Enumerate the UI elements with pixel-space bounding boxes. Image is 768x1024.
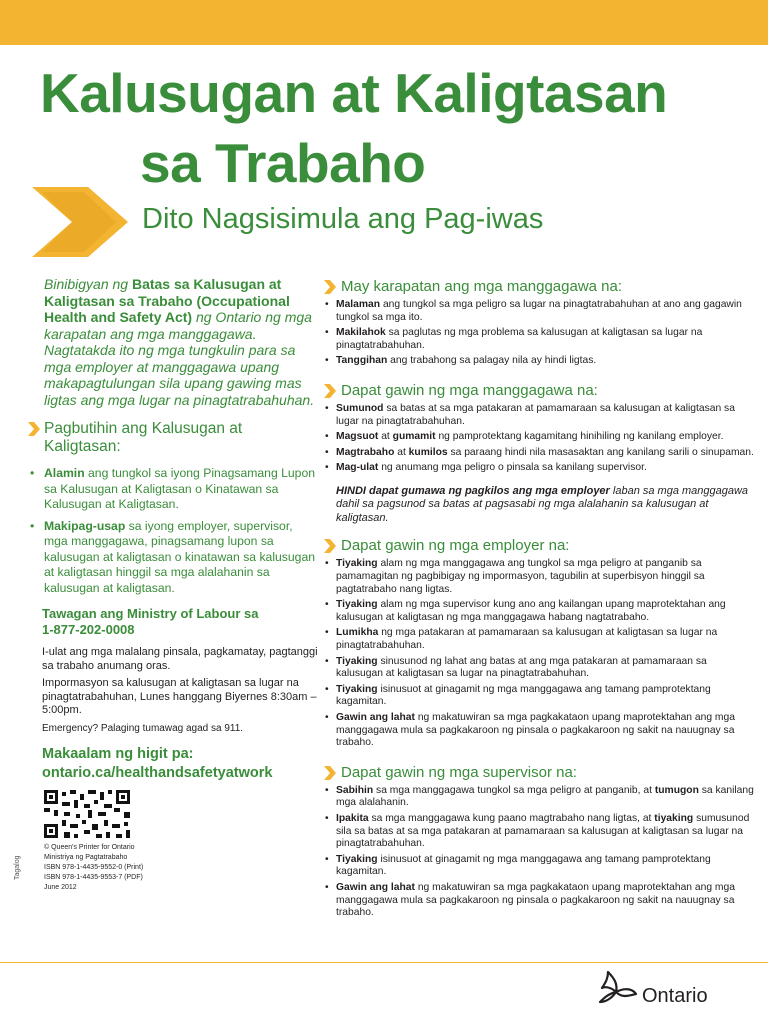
item-keyword: Makipag-usap xyxy=(44,518,126,533)
workers-heading-text: Dapat gawin ng mga manggagawa na: xyxy=(341,381,598,399)
item-text: sinusunod ng lahat ang batas at ang mga patakaran at pamamaraan sa kalusugan at kaligtasan sa lugar na pinagtatrabahuhan. xyxy=(336,655,707,680)
supervisors-heading-text: Dapat gawin ng mga supervisor na: xyxy=(341,763,577,781)
list-item xyxy=(324,627,756,652)
item-text: sumusunod sila sa batas at sa mga patakaran at pamamaraan sa kalusugan at kaligtasan sa lugar na pinagtatrabahuhan. xyxy=(336,812,750,850)
item-keyword: gumamit xyxy=(392,431,436,443)
rights-heading xyxy=(324,278,756,296)
item-keyword: Gawin ang lahat xyxy=(336,881,415,893)
qr-code-icon[interactable] xyxy=(44,790,134,840)
improve-heading-text: Pagbutihin ang Kalusugan at Kaligtasan: xyxy=(44,420,243,455)
page-subtitle: Dito Nagsisimula ang Pag-iwas xyxy=(142,203,544,235)
list-item xyxy=(324,558,756,596)
item-text: ng mga patakaran at pamamaraan sa kalusugan at kaligtasan sa lugar na pinagtatrabahuhan. xyxy=(336,627,718,651)
employers-list xyxy=(324,558,756,749)
item-text: isinusuot at ginagamit ng mga manggagawa ang tamang pamprotektang kagamitan. xyxy=(336,683,711,708)
chevron-right-icon xyxy=(28,422,40,436)
item-keyword: Sabihin xyxy=(336,784,374,796)
phone-number[interactable]: 1-877-202-0008 xyxy=(42,622,135,637)
list-item xyxy=(324,813,756,851)
contact-text-2: Impormasyon sa kalusugan at kaligtasan sa lugar na pinagtatrabahuhan, Lunes hanggang Biyernes 8:30am – 5:00pm. xyxy=(42,677,317,716)
item-text: ang trabahong sa palagay nila ay hindi ligtas. xyxy=(387,355,597,367)
isbn-print: ISBN 978-1-4435-9552-0 (Print) xyxy=(44,864,144,871)
workers-list xyxy=(324,403,756,475)
list-item xyxy=(28,466,318,513)
title-line-2: sa Trabaho xyxy=(140,132,426,194)
workers-heading xyxy=(324,382,756,400)
item-text: ng anumang mga peligro o pinsala sa kanilang supervisor. xyxy=(378,462,647,474)
intro-paragraph xyxy=(44,276,318,408)
item-keyword: Magsuot xyxy=(336,431,379,443)
chevron-right-icon xyxy=(324,539,336,553)
item-text: ng pamprotektang kagamitang hinihiling ng kanilang employer. xyxy=(435,431,724,443)
item-text: alam ng mga manggagawa ang tungkol sa mga peligro at panganib sa pamamagitan ng pagbibigay ng impormasyon, tagubilin at superbisyon hinggil sa pagtatrabaho nang ligtas. xyxy=(336,558,705,595)
item-keyword: Gawin ang lahat xyxy=(336,711,415,723)
item-keyword: Malaman xyxy=(336,299,381,310)
list-item xyxy=(324,656,756,681)
item-text: ng makatuwiran sa mga pagkakataon upang maprotektahan ang mga manggagawa mula sa pagkakaroon ng pinsala o pagkakaroon ng sakit na nauugnay sa trabaho. xyxy=(336,881,735,919)
contact-heading-text: Tawagan ang Ministry of Labour sa xyxy=(42,606,259,621)
item-keyword: tumugon xyxy=(654,784,699,796)
list-item xyxy=(324,447,756,460)
list-item xyxy=(324,327,756,352)
intro-text-2: ng Ontario ng mga karapatan ang mga manggagawa. Nagtatakda ito ng mga tungkulin para sa mga employer at manggagawa upang makapagtulungan sila upang gawing mas ligtas ang mga lugar na pinagtatrabahuhan. xyxy=(44,309,315,408)
item-text: at xyxy=(378,431,393,443)
list-item xyxy=(28,519,318,597)
employers-heading-text: Dapat gawin ng mga employer na: xyxy=(341,537,570,555)
item-text: ng makatuwiran sa mga pagkakataon upang maprotektahan ang mga manggagawa mula sa pagkakaroon ng pinsala o pagkakaroon ng sakit na nauugnay sa trabaho. xyxy=(336,711,735,749)
list-item xyxy=(324,712,756,750)
language-label: Tagalog xyxy=(14,855,21,880)
supervisors-heading xyxy=(324,764,756,782)
contact-heading xyxy=(42,606,318,638)
title-line-1: Kalusugan at Kaligtasan xyxy=(40,62,668,124)
employers-heading xyxy=(324,537,756,555)
item-keyword: Magtrabaho xyxy=(336,446,395,458)
list-item xyxy=(324,299,756,324)
item-keyword: Alamin xyxy=(44,466,85,480)
chevron-right-icon xyxy=(324,766,336,780)
ministry-name: Ministriya ng Pagtatrabaho xyxy=(44,854,128,861)
rights-heading-text: May karapatan ang mga manggagawa na: xyxy=(341,278,623,295)
item-keyword: Lumikha xyxy=(336,627,379,639)
item-keyword: Mag-ulat xyxy=(336,462,379,474)
improve-heading xyxy=(28,420,318,456)
list-item xyxy=(324,431,756,444)
item-keyword: Tiyaking xyxy=(336,558,378,570)
item-text: sa iyong employer, supervisor, mga manggagawa, pinagsamang lupon sa kalusugan at kaligtasan o kinatawan sa kalusugan at kaligtasan hinggil sa mga alalahanin sa kalusugan at kaligtasan. xyxy=(44,518,316,595)
isbn-pdf: ISBN 978-1-4435-9553-7 (PDF) xyxy=(44,874,143,881)
item-text: sa batas at sa mga patakaran at pamamaraan sa kalusugan at kaligtasan sa lugar na pinagtatrabahuhan. xyxy=(336,402,735,427)
top-banner xyxy=(0,0,768,45)
rights-list xyxy=(324,299,756,368)
learn-more xyxy=(42,745,318,783)
ontario-logo-text: Ontario xyxy=(642,985,708,1007)
item-keyword: Tiyaking xyxy=(336,655,378,667)
item-keyword: kumilos xyxy=(408,446,448,458)
list-item xyxy=(324,854,756,879)
contact-text-1: I-ulat ang mga malalang pinsala, pagkamatay, pagtanggi sa trabaho anumang oras. xyxy=(42,646,318,672)
item-text: sa paglutas ng mga problema sa kalusugan at kaligtasan sa lugar na pinagtatrabahuhan. xyxy=(336,327,703,351)
contact-info xyxy=(42,646,318,735)
item-keyword: Tiyaking xyxy=(336,683,378,695)
item-keyword: Sumunod xyxy=(336,402,384,414)
intro-act-name: Batas sa Kalusugan at Kaligtasan sa Trabaho (Occupational Health and Safety Act) xyxy=(44,276,290,325)
list-item xyxy=(324,403,756,428)
legal-info xyxy=(44,843,143,893)
employer-reprisal-note xyxy=(336,485,756,526)
item-text: sa paraang hindi nila masasaktan ang kanilang sarili o sinupaman. xyxy=(447,446,754,458)
item-keyword: tiyaking xyxy=(654,812,694,824)
supervisors-list xyxy=(324,785,756,920)
emergency-text: Emergency? Palaging tumawag agad sa 911. xyxy=(42,722,244,734)
list-item xyxy=(324,785,756,810)
item-text: sa mga manggagawa kung paano magtrabaho nang ligtas, at xyxy=(368,812,655,824)
left-column xyxy=(28,276,318,783)
item-text: isinusuot at ginagamit ng mga manggagawa ang tamang pamprotektang kagamitan. xyxy=(336,853,711,878)
chevron-right-icon xyxy=(324,384,336,398)
chevron-right-icon xyxy=(324,280,336,294)
item-text: sa mga manggagawa tungkol sa mga peligro at panganib, at xyxy=(373,784,655,796)
item-keyword: Tiyaking xyxy=(336,853,378,865)
page-title xyxy=(40,58,667,198)
website-link[interactable]: ontario.ca/healthandsafetyatwork xyxy=(42,765,273,781)
note-bold: HINDI dapat gumawa ng pagkilos ang mga employer xyxy=(336,484,610,497)
learn-heading: Makaalam ng higit pa: xyxy=(42,746,194,762)
list-item xyxy=(324,684,756,709)
improve-list xyxy=(28,466,318,596)
note-text: laban sa mga manggagawa dahil sa pagsunod sa batas at pagsasabi ng mga alalahanin sa kalusugan at kaligtasan. xyxy=(336,484,749,524)
right-column xyxy=(324,278,756,934)
item-text: sa kanilang mga alalahanin. xyxy=(336,784,754,809)
chevron-right-icon xyxy=(32,187,128,257)
list-item xyxy=(324,882,756,920)
item-keyword: Ipakita xyxy=(336,812,369,824)
intro-text-1: Binibigyan ng xyxy=(44,276,132,292)
item-keyword: Makilahok xyxy=(336,327,386,339)
publication-date: June 2012 xyxy=(44,884,77,891)
list-item xyxy=(324,599,756,624)
item-keyword: Tanggihan xyxy=(336,355,388,367)
copyright: © Queen's Printer for Ontario xyxy=(44,844,135,851)
item-text: alam ng mga supervisor kung ano ang kailangan upang maprotektahan ang kalusugan at kaligtasan ng mga manggagawa habang nagtatrabaho. xyxy=(336,599,726,623)
item-text: at xyxy=(394,446,409,458)
list-item xyxy=(324,355,756,368)
list-item xyxy=(324,462,756,475)
footer-divider xyxy=(0,962,768,963)
item-text: ang tungkol sa iyong Pinagsamang Lupon sa Kalusugan at Kaligtasan o Kinatawan sa Kalusugan at Kaligtasan. xyxy=(44,466,316,511)
item-text: ang tungkol sa mga peligro sa lugar na pinagtatrabahuhan at ano ang gagawin tungkol sa mga ito. xyxy=(336,299,742,323)
item-keyword: Tiyaking xyxy=(336,599,378,611)
